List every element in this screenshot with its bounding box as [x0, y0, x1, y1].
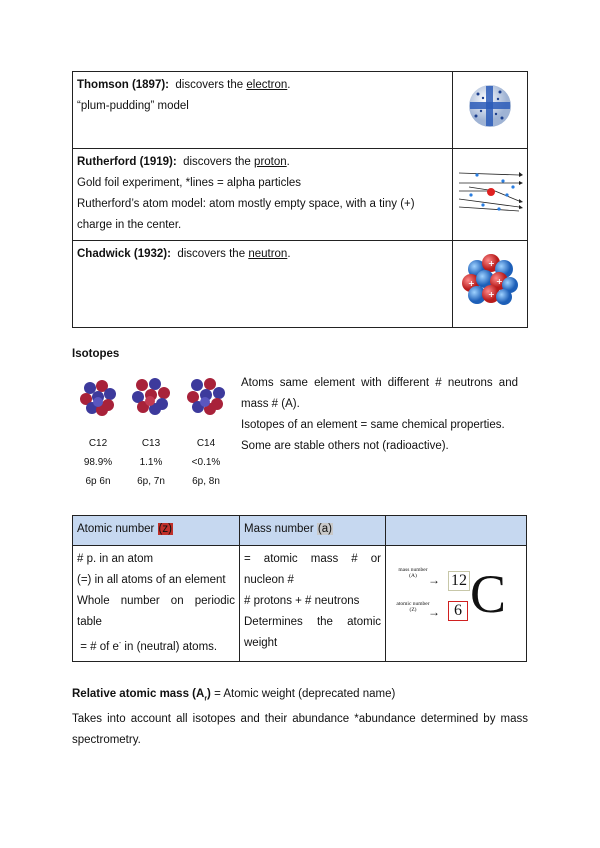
particle-name: neutron — [248, 248, 288, 260]
element-symbol: C — [470, 564, 507, 625]
thomson-image-cell — [453, 72, 528, 149]
atomic-mass-number-table — [72, 515, 527, 662]
isotope-c13: C13 1.1% 6p, 7n — [137, 438, 165, 487]
chadwick-cell: Chadwick (1932): discovers the neutron. — [73, 241, 453, 328]
chadwick-image-cell — [453, 241, 528, 328]
atomic-number-header: Atomic number (z) — [73, 516, 240, 546]
c12-nucleus-icon — [78, 378, 118, 418]
isotopes-heading: Isotopes — [72, 348, 120, 360]
mass-number-value: 12 — [448, 571, 470, 591]
nucleus-icon — [457, 247, 523, 313]
particle-name: electron — [246, 79, 288, 91]
scientist-name: Chadwick (1932): — [77, 248, 171, 260]
table-row — [73, 241, 528, 328]
notation-cell — [386, 546, 527, 662]
mass-number-cell: = atomic mass # or nucleon # # protons + # neutrons Determines the atomic weight — [240, 546, 386, 662]
table-row — [73, 149, 528, 241]
svg-text:+: + — [488, 259, 495, 268]
rutherford-cell: Rutherford (1919): discovers the proton. Gold foil experiment, *lines = alpha particles Rutherford’s atom model: atom mostly empty space, with a tiny (+) charge in the center. — [73, 149, 453, 241]
relative-atomic-mass-section: Relative atomic mass $(A_r)$ = Atomic weight (deprecated name) Takes into account all isotopes and their abundance *abundance determined by mass spectrometry. — [72, 684, 528, 751]
nuclide-notation — [386, 547, 524, 659]
arrow-icon: → — [428, 573, 440, 588]
gold-foil-experiment-icon — [455, 161, 525, 221]
atomic-history-table — [72, 71, 528, 328]
particle-name: proton — [254, 156, 287, 168]
isotope-c12: C12 98.9% 6p 6n — [83, 438, 113, 487]
c13-nucleus-icon — [130, 376, 172, 418]
svg-text:+: + — [488, 290, 495, 299]
mass-number-header: Mass number (a) — [240, 516, 386, 546]
atomic-number-cell: # p. in an atom (=) in all atoms of an element Whole number on periodic table = # of e- in (neutral) atoms. — [73, 546, 240, 662]
rutherford-image-cell — [453, 149, 528, 241]
isotopes-description: Atoms same element with different # neutrons and mass # (A). Isotopes of an element = same chemical properties. Some are stable others not (radioactive). — [241, 377, 518, 452]
table-row — [73, 72, 528, 149]
notation-header — [386, 516, 527, 546]
isotope-c14: C14 <0.1% 6p, 8n — [191, 438, 221, 487]
table-header-row — [73, 516, 527, 546]
scientist-name: Rutherford (1919): — [77, 156, 177, 168]
relative-atomic-mass-body: Takes into account all isotopes and their abundance *abundance determined by mass spectrometry. — [72, 713, 528, 747]
thomson-cell: Thomson (1897): discovers the electron. “plum-pudding” model — [73, 72, 453, 149]
arrow-icon: → — [428, 605, 440, 620]
svg-text:+: + — [496, 277, 503, 286]
relative-atomic-mass-title: Relative atomic mass $(A_r)$ — [72, 688, 211, 703]
svg-text:+: + — [468, 279, 475, 288]
scientist-name: Thomson (1897): — [77, 79, 170, 91]
table-row — [73, 546, 527, 662]
atomic-number-value: 6 — [448, 601, 468, 621]
c14-nucleus-icon — [185, 376, 227, 418]
atomic-number-label: atomic number (Z) — [396, 601, 430, 614]
plum-pudding-model-icon — [466, 82, 514, 130]
mass-number-label: mass number (A) — [398, 567, 428, 580]
